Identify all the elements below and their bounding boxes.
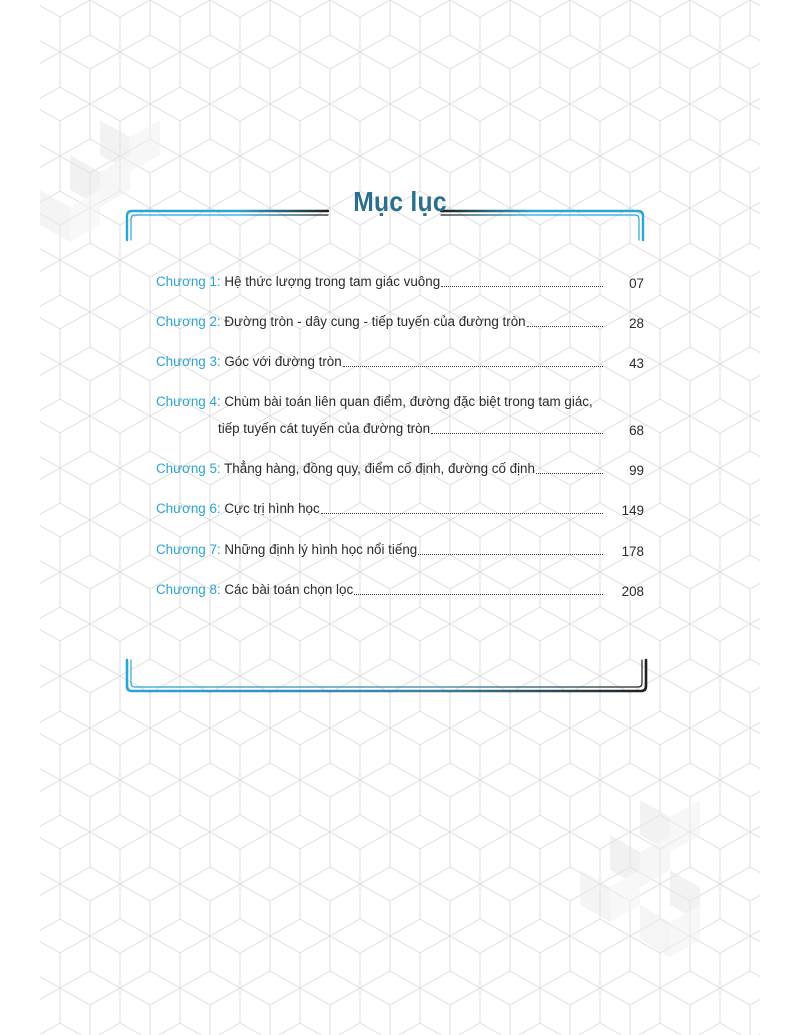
toc-entry-5[interactable]	[156, 455, 646, 482]
dot-leader	[441, 286, 603, 287]
chapter-label: Chương 3:	[156, 354, 225, 369]
page-number: 43	[629, 356, 644, 371]
toc-entry-8[interactable]	[156, 576, 646, 603]
chapter-title: Những định lý hình học nổi tiếng	[224, 542, 418, 557]
chapter-title: Thẳng hàng, đồng quy, điểm cố định, đường cố định	[224, 461, 535, 476]
chapter-label: Chương 7:	[156, 542, 225, 557]
chapter-title: Góc với đường tròn	[224, 354, 342, 369]
dot-leader	[418, 554, 603, 555]
chapter-title: Hệ thức lượng trong tam giác vuông	[224, 274, 441, 289]
page-number: 28	[629, 316, 644, 331]
chapter-label: Chương 2:	[156, 314, 225, 329]
page-number: 149	[621, 503, 644, 518]
chapter-label: Chương 1:	[156, 274, 225, 289]
page-number: 68	[629, 423, 644, 438]
chapter-label: Chương 8:	[156, 582, 225, 597]
dot-leader	[431, 433, 603, 434]
chapter-label: Chương 6:	[156, 501, 225, 516]
dot-leader	[354, 594, 603, 595]
dot-leader	[343, 366, 603, 367]
toc-entry-3[interactable]	[156, 348, 646, 375]
dot-leader	[321, 513, 603, 514]
toc-entry-2[interactable]	[156, 308, 646, 335]
toc-entry-7[interactable]	[156, 536, 646, 563]
page-title: Mục lục	[353, 186, 447, 217]
chapter-label: Chương 5:	[156, 461, 225, 476]
dot-leader	[527, 326, 603, 327]
dot-leader	[536, 473, 603, 474]
toc-entry-1[interactable]	[156, 268, 646, 295]
chapter-title: Cực trị hình học	[224, 501, 320, 516]
chapter-title: Chùm bài toán liên quan điểm, đường đặc biệt trong tam giác,	[224, 394, 593, 409]
toc-entry-6[interactable]	[156, 495, 646, 522]
chapter-title: Các bài toán chọn lọc	[224, 582, 354, 597]
page-number: 07	[629, 276, 644, 291]
page-number: 99	[629, 463, 644, 478]
chapter-label: Chương 4:	[156, 394, 225, 409]
chapter-title-continued: tiếp tuyến cát tuyến của đường tròn	[218, 421, 431, 436]
page-number: 178	[621, 544, 644, 559]
page-number: 208	[621, 584, 644, 599]
toc-entry-4[interactable]	[156, 388, 646, 442]
chapter-title: Đường tròn - dây cung - tiếp tuyến của đường tròn	[224, 314, 526, 329]
